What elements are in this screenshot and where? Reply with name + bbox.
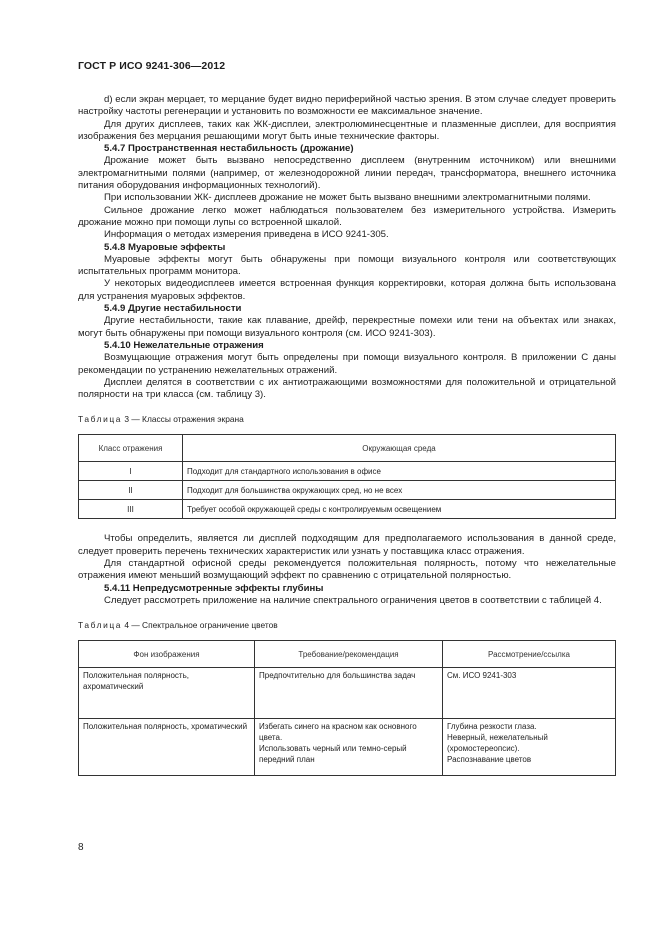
column-header: Окружающая среда [183,435,616,462]
table-cell [443,719,616,776]
paragraph: Другие нестабильности, такие как плавание, дрейф, перекрестные помехи или тени на объектах или знаках, могут быть обнаружены при помощи визуального контроля (см. ИСО 9241-303). [78,315,616,339]
body-text [78,533,616,607]
paragraph: Информация о методах измерения приведена в ИСО 9241-305. [104,229,389,241]
table-3-caption [78,414,616,424]
table-caption-prefix: Таблица [78,414,123,425]
cell-line: Глубина резкости глаза. [447,722,537,732]
section-heading-5-4-8: 5.4.8 Муаровые эффекты [104,241,226,253]
table-header-row [79,641,616,668]
paragraph: Сильное дрожание легко может наблюдаться пользователем без измерительного устройства. Измерить дрожание можно при помощи лупы со встроенной шкалой. [78,204,616,228]
table-caption-text: 4 — Спектральное ограничение цветов [124,620,278,631]
cell-line: Неверный, нежелательный (хромостереопсис). [447,733,548,754]
column-header: Фон изображения [79,641,255,668]
paragraph: Для других дисплеев, таких как ЖК-дисплеи, электролюминесцентные и плазменные дисплеи, для восприятия изображения без мерцания решающими могут быть иные технические факторы. [78,118,616,142]
table-cell [255,719,443,776]
column-header: Рассмотрение/ссылка [443,641,616,668]
paragraph: Для стандартной офисной среды рекомендуется положительная полярность, потому что нежелательные отражения имеют меньший возмущающий эффект по сравнению с отрицательной полярностью. [78,558,616,582]
section-heading-5-4-10: 5.4.10 Нежелательные отражения [104,339,264,351]
paragraph: Чтобы определить, является ли дисплей подходящим для предполагаемого использования в данной среде, следует проверить перечень технических характеристик или узнать у поставщика класс отражения. [78,533,616,557]
paragraph: Муаровые эффекты могут быть обнаружены при помощи визуального контроля или соответствующих испытательных программ монитора. [78,253,616,278]
body-text [78,94,616,401]
paragraph: У некоторых видеодисплеев имеется встроенная функция корректировки, которая должна быть использована для устранения муаровых эффектов. [78,278,616,302]
table-cell: II [79,481,183,500]
paragraph: Дисплеи делятся в соответствии с их антиотражающими возможностями для положительной и отрицательной полярности на три класса (см. таблицу 3). [78,376,616,401]
cell-line: Избегать синего на красном как основного цвета. [259,722,417,743]
table-cell: Положительная полярность, ахроматический [79,668,255,719]
column-header: Класс отражения [79,435,183,462]
table-4 [78,640,616,776]
paragraph: Возмущающие отражения могут быть определены при помощи визуального контроля. В приложении С даны рекомендации по устранению нежелательных отражений. [78,352,616,376]
paragraph: d) если экран мерцает, то мерцание будет видно периферийной частью зрения. В этом случае следует проверить настройку частоты регенерации и установить по возможности ее максимальное значение. [78,94,616,118]
table-4-caption [78,620,616,630]
table-cell: Предпочтительно для большинства задач [255,668,443,719]
section-heading-5-4-7: 5.4.7 Пространственная нестабильность (дрожание) [104,143,354,155]
table-caption-prefix: Таблица [78,620,123,631]
table-3 [78,434,616,519]
cell-line: Распознавание цветов [447,755,532,765]
table-row [79,668,616,719]
table-caption-text: 3 — Классы отражения экрана [124,414,244,425]
page-number: 8 [78,842,84,853]
table-cell: I [79,462,183,481]
section-heading-5-4-11: 5.4.11 Непредусмотренные эффекты глубины [104,582,324,594]
page [78,60,616,776]
table-header-row [79,435,616,462]
table-row [79,481,616,500]
table-cell: Положительная полярность, хроматический [79,719,255,776]
table-cell: III [79,500,183,519]
cell-line: Использовать черный или темно-серый передний план [259,744,407,765]
table-cell: Требует особой окружающей среды с контролируемым освещением [183,500,616,519]
paragraph: Дрожание может быть вызвано непосредственно дисплеем (внутренним источником) или внешними электромагнитными полями (например, от железнодорожной линии передач, трансформатора, внешнего источника питания оборудования информационных технологий). [78,155,616,192]
table-row [79,500,616,519]
table-row [79,462,616,481]
table-cell: Подходит для стандартного использования в офисе [183,462,616,481]
paragraph: Следует рассмотреть приложение на наличие спектрального ограничения цветов в соответствии с таблицей 4. [104,594,602,606]
table-cell: См. ИСО 9241-303 [443,668,616,719]
table-row [79,719,616,776]
document-header: ГОСТ Р ИСО 9241-306—2012 [78,60,226,72]
paragraph: При использовании ЖК- дисплеев дрожание не может быть вызвано внешними электромагнитными полями. [104,192,591,204]
section-heading-5-4-9: 5.4.9 Другие нестабильности [104,303,242,315]
column-header: Требование/рекомендация [255,641,443,668]
table-cell: Подходит для большинства окружающих сред, но не всех [183,481,616,500]
